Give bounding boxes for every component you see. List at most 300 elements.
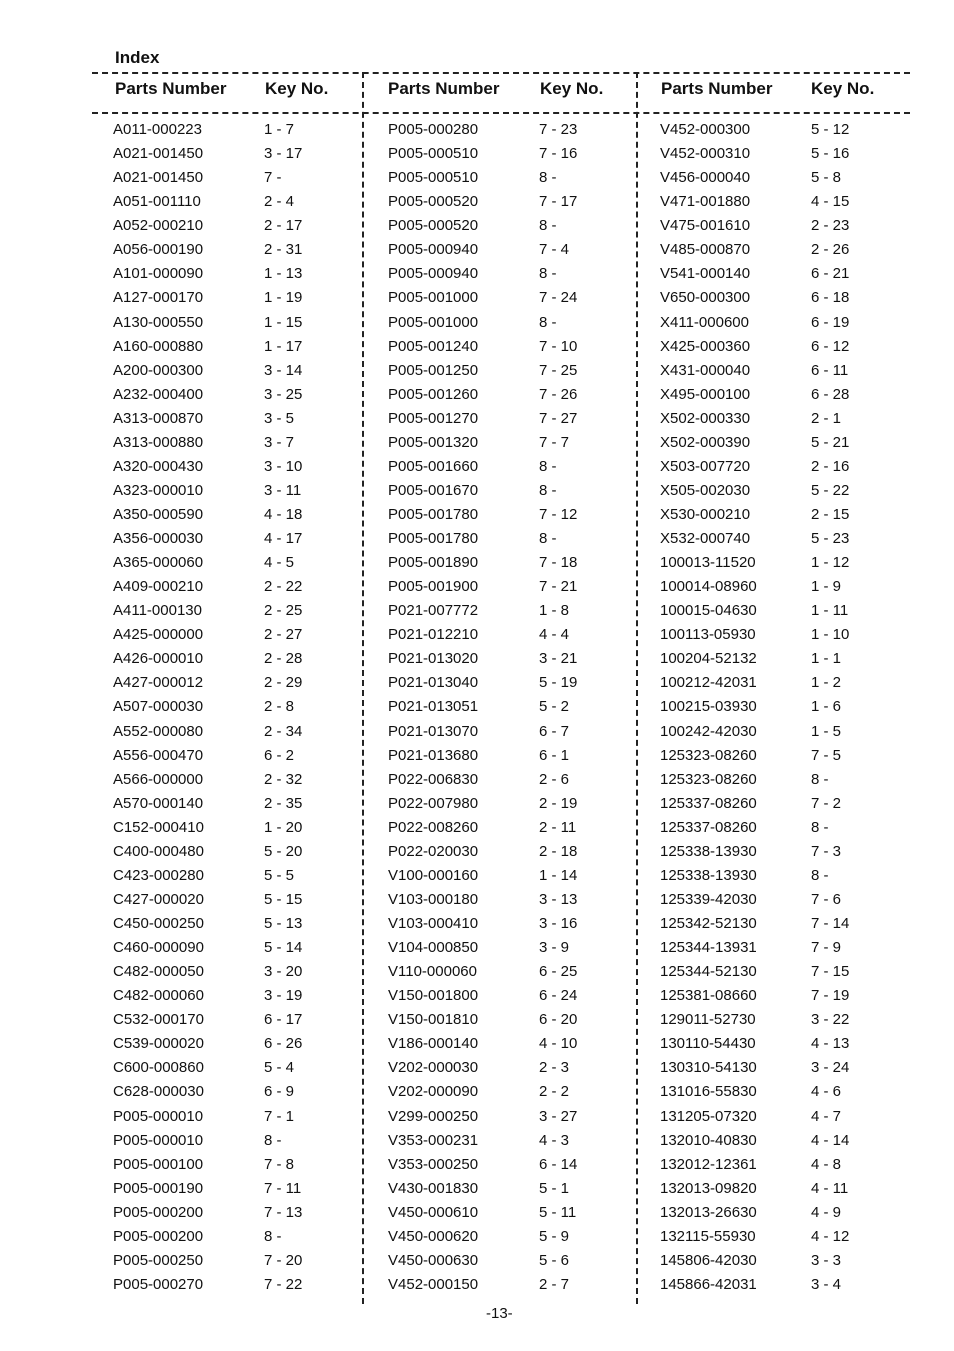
- key-number: 7 - 12: [539, 506, 578, 523]
- key-number: 7 - 16: [539, 145, 578, 163]
- key-number: 7 - 20: [264, 1251, 303, 1269]
- part-number: P005-001780: [388, 506, 479, 523]
- part-number: C450-000250: [113, 915, 204, 932]
- part-number: V450-000610: [388, 1203, 479, 1221]
- part-number: P021-013040: [388, 674, 479, 692]
- part-number: C400-000480: [113, 842, 204, 860]
- header-parts-number-3: Parts Number: [661, 79, 773, 98]
- key-number: 8 -: [539, 169, 557, 187]
- part-number: X425-000360: [660, 337, 751, 355]
- part-number: P021-013051: [388, 698, 479, 716]
- key-number: 7 - 4: [539, 241, 570, 259]
- key-number: 3 - 24: [811, 1059, 850, 1077]
- part-number: 100215-03930: [660, 698, 757, 716]
- key-number: 4 - 15: [811, 193, 850, 211]
- key-number: 1 - 17: [264, 337, 303, 355]
- part-number: P005-000200: [113, 1227, 204, 1245]
- key-number: 6 - 2: [264, 746, 295, 764]
- part-number: A425-000000: [113, 626, 204, 644]
- key-number: 7 - 21: [539, 578, 578, 596]
- key-number: 8 -: [539, 313, 557, 331]
- key-number: 1 - 19: [264, 289, 303, 307]
- key-number: 7 - 1: [264, 1107, 295, 1125]
- part-number: P005-000190: [113, 1179, 204, 1197]
- key-number: 2 - 29: [264, 674, 303, 692]
- part-number: P005-001270: [388, 409, 479, 427]
- part-number: P005-001900: [388, 578, 479, 596]
- key-number: 7 - 9: [811, 939, 842, 956]
- key-number: 4 - 14: [811, 1131, 850, 1149]
- part-number: A021-001450: [113, 169, 204, 187]
- part-number: A566-000000: [113, 770, 204, 788]
- key-number: 7 - 23: [539, 121, 578, 138]
- key-number: 5 - 23: [811, 530, 850, 547]
- part-number: 125338-13930: [660, 866, 757, 884]
- part-number: X431-000040: [660, 361, 751, 379]
- key-number: 2 - 26: [811, 241, 850, 259]
- part-number: 100013-11520: [660, 554, 756, 572]
- key-number: 3 - 11: [264, 481, 302, 499]
- part-number: P005-000520: [388, 217, 479, 235]
- part-number: V110-000060: [388, 963, 477, 981]
- key-number: 6 - 28: [811, 385, 850, 403]
- key-number: 7 - 27: [539, 409, 578, 427]
- key-number: 8 -: [264, 1131, 282, 1149]
- key-number: 4 - 9: [811, 1203, 842, 1221]
- part-number: C460-000090: [113, 939, 204, 956]
- key-number: 1 - 12: [811, 554, 850, 572]
- part-number: 132115-55930: [660, 1227, 756, 1245]
- part-number: V456-000040: [660, 169, 751, 187]
- part-number: P022-020030: [388, 842, 479, 860]
- part-number: 100015-04630: [660, 602, 757, 620]
- part-number: X503-007720: [660, 457, 751, 475]
- part-number: A409-000210: [113, 578, 204, 596]
- part-number: A052-000210: [113, 217, 204, 235]
- part-number: 132013-09820: [660, 1179, 757, 1197]
- key-number: 2 - 23: [811, 217, 850, 235]
- key-number: 4 - 13: [811, 1035, 850, 1053]
- part-number: P005-000940: [388, 241, 479, 259]
- key-number: 2 - 15: [811, 506, 850, 523]
- key-number: 6 - 17: [264, 1011, 303, 1029]
- key-number: 2 - 25: [264, 602, 303, 620]
- page-number: -13-: [486, 1305, 513, 1322]
- key-number: 2 - 11: [539, 818, 577, 836]
- key-number: 3 - 20: [264, 963, 303, 981]
- part-number: 125381-08660: [660, 987, 757, 1005]
- part-number: A021-001450: [113, 145, 204, 163]
- key-number: 8 -: [811, 770, 829, 788]
- part-number: P022-007980: [388, 794, 479, 812]
- part-number: V471-001880: [660, 193, 751, 211]
- page-title: Index: [115, 48, 160, 67]
- part-number: A051-001110: [113, 193, 201, 211]
- part-number: X532-000740: [660, 530, 751, 547]
- key-number: 7 - 7: [539, 433, 570, 451]
- part-number: 125337-08260: [660, 794, 757, 812]
- key-number: 5 - 1: [539, 1179, 570, 1197]
- part-number: A365-000060: [113, 554, 204, 572]
- key-number: 4 - 8: [811, 1155, 842, 1173]
- key-number: 3 - 14: [264, 361, 303, 379]
- part-number: P021-013070: [388, 722, 479, 740]
- part-number: P005-001000: [388, 289, 479, 307]
- part-number: P005-000510: [388, 145, 479, 163]
- part-number: 100014-08960: [660, 578, 757, 596]
- part-number: A232-000400: [113, 385, 204, 403]
- part-number: 100212-42031: [660, 674, 757, 692]
- key-number: 4 - 3: [539, 1131, 570, 1149]
- key-number: 7 - 18: [539, 554, 578, 572]
- key-number: 3 - 5: [264, 409, 295, 427]
- part-number: P021-013680: [388, 746, 479, 764]
- key-number: 6 - 12: [811, 337, 850, 355]
- part-number: 132010-40830: [660, 1131, 757, 1149]
- part-number: 131205-07320: [660, 1107, 757, 1125]
- key-number: 7 - 3: [811, 842, 842, 860]
- key-number: 2 - 16: [811, 457, 850, 475]
- part-number: A556-000470: [113, 746, 204, 764]
- part-number: A323-000010: [113, 481, 204, 499]
- key-number: 3 - 13: [539, 890, 578, 908]
- part-number: 131016-55830: [660, 1083, 757, 1101]
- key-number: 1 - 7: [264, 121, 295, 138]
- part-number: C427-000020: [113, 890, 204, 908]
- part-number: 145806-42030: [660, 1251, 757, 1269]
- key-number: 2 - 27: [264, 626, 303, 644]
- header-parts-number-1: Parts Number: [115, 79, 227, 98]
- part-number: P021-007772: [388, 602, 479, 620]
- part-number: V353-000250: [388, 1155, 479, 1173]
- column-divider-2: [636, 72, 638, 1304]
- key-number: 7 - 10: [539, 337, 578, 355]
- part-number: P005-001670: [388, 481, 479, 499]
- key-number: 6 - 11: [811, 361, 849, 379]
- part-number: A056-000190: [113, 241, 204, 259]
- key-number: 6 - 19: [811, 313, 850, 331]
- part-number: 125337-08260: [660, 818, 757, 836]
- key-number: 8 -: [264, 1227, 282, 1245]
- key-number: 5 - 11: [539, 1203, 577, 1221]
- key-number: 6 - 9: [264, 1083, 295, 1101]
- key-number: 2 - 7: [539, 1275, 570, 1293]
- part-number: X530-000210: [660, 506, 751, 523]
- key-number: 7 - 11: [264, 1179, 302, 1197]
- part-number: 145866-42031: [660, 1275, 757, 1293]
- part-number: A200-000300: [113, 361, 204, 379]
- part-number: 132012-12361: [660, 1155, 757, 1173]
- part-number: C152-000410: [113, 818, 204, 836]
- key-number: 1 - 20: [264, 818, 303, 836]
- key-number: 7 - 15: [811, 963, 850, 981]
- key-number: 3 - 7: [264, 433, 295, 451]
- part-number: A411-000130: [113, 602, 202, 620]
- part-number: V150-001810: [388, 1011, 479, 1029]
- part-number: V541-000140: [660, 265, 751, 283]
- key-number: 7 - 25: [539, 361, 578, 379]
- part-number: P005-000940: [388, 265, 479, 283]
- part-number: C423-000280: [113, 866, 204, 884]
- key-number: 5 - 13: [264, 915, 303, 932]
- key-number: 5 - 15: [264, 890, 303, 908]
- part-number: 125323-08260: [660, 746, 757, 764]
- part-number: V450-000630: [388, 1251, 479, 1269]
- key-number: 1 - 10: [811, 626, 850, 644]
- part-number: C482-000060: [113, 987, 204, 1005]
- key-number: 3 - 21: [539, 650, 578, 668]
- key-number: 5 - 5: [264, 866, 295, 884]
- part-number: A350-000590: [113, 506, 204, 523]
- part-number: 130310-54130: [660, 1059, 757, 1077]
- part-number: X502-000390: [660, 433, 751, 451]
- part-number: P005-000200: [113, 1203, 204, 1221]
- part-number: V450-000620: [388, 1227, 479, 1245]
- key-number: 2 - 28: [264, 650, 303, 668]
- part-number: V103-000410: [388, 915, 479, 932]
- key-number: 7 - 13: [264, 1203, 303, 1221]
- part-number: C600-000860: [113, 1059, 204, 1077]
- key-number: 4 - 7: [811, 1107, 842, 1125]
- key-number: 2 - 17: [264, 217, 303, 235]
- part-number: A570-000140: [113, 794, 204, 812]
- key-number: 2 - 19: [539, 794, 578, 812]
- key-number: 3 - 22: [811, 1011, 850, 1029]
- part-number: X411-000600: [660, 313, 749, 331]
- part-number: P005-001320: [388, 433, 479, 451]
- key-number: 5 - 22: [811, 481, 850, 499]
- header-bottom-rule: [92, 112, 910, 114]
- key-number: 2 - 6: [539, 770, 570, 788]
- part-number: 130110-54430: [660, 1035, 756, 1053]
- key-number: 5 - 2: [539, 698, 570, 716]
- key-number: 2 - 1: [811, 409, 842, 427]
- key-number: 2 - 34: [264, 722, 303, 740]
- key-number: 6 - 18: [811, 289, 850, 307]
- part-number: P005-000100: [113, 1155, 204, 1173]
- key-number: 3 - 9: [539, 939, 570, 956]
- key-number: 1 - 11: [811, 602, 849, 620]
- part-number: A427-000012: [113, 674, 204, 692]
- key-number: 5 - 12: [811, 121, 850, 138]
- header-parts-number-2: Parts Number: [388, 79, 500, 98]
- key-number: 7 - 14: [811, 915, 850, 932]
- part-number: P005-000250: [113, 1251, 204, 1269]
- key-number: 1 - 8: [539, 602, 570, 620]
- key-number: 4 - 11: [811, 1179, 849, 1197]
- key-number: 7 - 17: [539, 193, 578, 211]
- part-number: 125338-13930: [660, 842, 757, 860]
- part-number: X502-000330: [660, 409, 751, 427]
- key-number: 8 -: [539, 457, 557, 475]
- part-number: V103-000180: [388, 890, 479, 908]
- part-number: A130-000550: [113, 313, 204, 331]
- key-number: 8 -: [539, 217, 557, 235]
- key-number: 1 - 15: [264, 313, 303, 331]
- part-number: P005-000010: [113, 1107, 204, 1125]
- part-number: 125323-08260: [660, 770, 757, 788]
- key-number: 3 - 4: [811, 1275, 842, 1293]
- part-number: 100113-05930: [660, 626, 756, 644]
- key-number: 8 -: [539, 265, 557, 283]
- part-number: A313-000870: [113, 409, 204, 427]
- key-number: 4 - 5: [264, 554, 295, 572]
- part-number: A320-000430: [113, 457, 204, 475]
- key-number: 8 -: [811, 818, 829, 836]
- part-number: V430-001830: [388, 1179, 479, 1197]
- key-number: 2 - 31: [264, 241, 303, 259]
- key-number: 7 - 2: [811, 794, 842, 812]
- part-number: V485-000870: [660, 241, 751, 259]
- part-number: X495-000100: [660, 385, 751, 403]
- part-number: X505-002030: [660, 481, 751, 499]
- part-number: V104-000850: [388, 939, 479, 956]
- key-number: 3 - 27: [539, 1107, 578, 1125]
- header-key-no-3: Key No.: [811, 79, 875, 98]
- key-number: 3 - 19: [264, 987, 303, 1005]
- part-number: P005-001780: [388, 530, 479, 547]
- key-number: 5 - 8: [811, 169, 842, 187]
- key-number: 1 - 6: [811, 698, 842, 716]
- key-number: 1 - 9: [811, 578, 842, 596]
- key-number: 2 - 4: [264, 193, 295, 211]
- key-number: 5 - 21: [811, 433, 850, 451]
- key-number: 1 - 14: [539, 866, 578, 884]
- key-number: 2 - 32: [264, 770, 303, 788]
- key-number: 6 - 21: [811, 265, 850, 283]
- part-number: P005-001250: [388, 361, 479, 379]
- part-number: A552-000080: [113, 722, 204, 740]
- key-number: 2 - 35: [264, 794, 303, 812]
- part-number: V202-000090: [388, 1083, 479, 1101]
- key-number: 6 - 7: [539, 722, 570, 740]
- part-number: A011-000223: [113, 121, 202, 138]
- key-number: 4 - 10: [539, 1035, 578, 1053]
- part-number: P005-001260: [388, 385, 479, 403]
- part-number: P005-001660: [388, 457, 479, 475]
- key-number: 6 - 14: [539, 1155, 578, 1173]
- part-number: V186-000140: [388, 1035, 479, 1053]
- key-number: 6 - 20: [539, 1011, 578, 1029]
- key-number: 5 - 6: [539, 1251, 570, 1269]
- part-number: A127-000170: [113, 289, 204, 307]
- part-number: P005-000280: [388, 121, 479, 138]
- part-number: P005-000520: [388, 193, 479, 211]
- part-number: 100204-52132: [660, 650, 757, 668]
- part-number: V452-000310: [660, 145, 751, 163]
- key-number: 1 - 5: [811, 722, 842, 740]
- part-number: V353-000231: [388, 1131, 479, 1149]
- part-number: P021-013020: [388, 650, 479, 668]
- part-number: V475-001610: [660, 217, 751, 235]
- part-number: 129011-52730: [660, 1011, 756, 1029]
- key-number: 6 - 25: [539, 963, 578, 981]
- key-number: 7 - 19: [811, 987, 850, 1005]
- key-number: 5 - 14: [264, 939, 303, 956]
- part-number: A160-000880: [113, 337, 204, 355]
- key-number: 2 - 22: [264, 578, 303, 596]
- part-number: C628-000030: [113, 1083, 204, 1101]
- part-number: V452-000300: [660, 121, 751, 138]
- part-number: P005-001000: [388, 313, 479, 331]
- part-number: V202-000030: [388, 1059, 479, 1077]
- part-number: V100-000160: [388, 866, 479, 884]
- key-number: 7 - 26: [539, 385, 578, 403]
- key-number: 3 - 3: [811, 1251, 842, 1269]
- key-number: 5 - 19: [539, 674, 578, 692]
- key-number: 2 - 8: [264, 698, 295, 716]
- part-number: P005-000510: [388, 169, 479, 187]
- part-number: V650-000300: [660, 289, 751, 307]
- part-number: A426-000010: [113, 650, 204, 668]
- key-number: 6 - 1: [539, 746, 570, 764]
- header-key-no-1: Key No.: [265, 79, 329, 98]
- column-divider-1: [362, 72, 364, 1304]
- key-number: 7 - 5: [811, 746, 842, 764]
- part-number: P005-000270: [113, 1275, 204, 1293]
- key-number: 4 - 17: [264, 530, 303, 547]
- key-number: 3 - 17: [264, 145, 303, 163]
- key-number: 1 - 13: [264, 265, 303, 283]
- key-number: 5 - 16: [811, 145, 850, 163]
- part-number: 132013-26630: [660, 1203, 757, 1221]
- header-key-no-2: Key No.: [540, 79, 604, 98]
- part-number: A507-000030: [113, 698, 204, 716]
- key-number: 3 - 16: [539, 915, 578, 932]
- part-number: V150-001800: [388, 987, 479, 1005]
- part-number: A356-000030: [113, 530, 204, 547]
- part-number: C539-000020: [113, 1035, 204, 1053]
- key-number: 4 - 18: [264, 506, 303, 523]
- key-number: 5 - 20: [264, 842, 303, 860]
- key-number: 4 - 6: [811, 1083, 842, 1101]
- key-number: 7 - 22: [264, 1275, 303, 1293]
- key-number: 4 - 12: [811, 1227, 850, 1245]
- part-number: 125342-52130: [660, 915, 757, 932]
- part-number: 125344-52130: [660, 963, 757, 981]
- part-number: A313-000880: [113, 433, 204, 451]
- part-number: P005-000010: [113, 1131, 204, 1149]
- key-number: 7 - 8: [264, 1155, 295, 1173]
- key-number: 4 - 4: [539, 626, 570, 644]
- key-number: 8 -: [539, 481, 557, 499]
- key-number: 6 - 26: [264, 1035, 303, 1053]
- part-number: 100242-42030: [660, 722, 757, 740]
- key-number: 7 - 6: [811, 890, 842, 908]
- key-number: 1 - 1: [811, 650, 842, 668]
- key-number: 7 - 24: [539, 289, 578, 307]
- part-number: P022-006830: [388, 770, 479, 788]
- part-number: P022-008260: [388, 818, 479, 836]
- key-number: 5 - 9: [539, 1227, 570, 1245]
- part-number: A101-000090: [113, 265, 204, 283]
- key-number: 2 - 18: [539, 842, 578, 860]
- key-number: 5 - 4: [264, 1059, 295, 1077]
- key-number: 1 - 2: [811, 674, 842, 692]
- part-number: 125344-13931: [660, 939, 757, 956]
- key-number: 3 - 25: [264, 385, 303, 403]
- key-number: 6 - 24: [539, 987, 578, 1005]
- part-number: 125339-42030: [660, 890, 757, 908]
- key-number: 8 -: [811, 866, 829, 884]
- key-number: 3 - 10: [264, 457, 303, 475]
- part-number: V299-000250: [388, 1107, 479, 1125]
- part-number: C482-000050: [113, 963, 204, 981]
- key-number: 7 -: [264, 169, 282, 187]
- part-number: C532-000170: [113, 1011, 204, 1029]
- part-number: P005-001240: [388, 337, 479, 355]
- key-number: 2 - 2: [539, 1083, 570, 1101]
